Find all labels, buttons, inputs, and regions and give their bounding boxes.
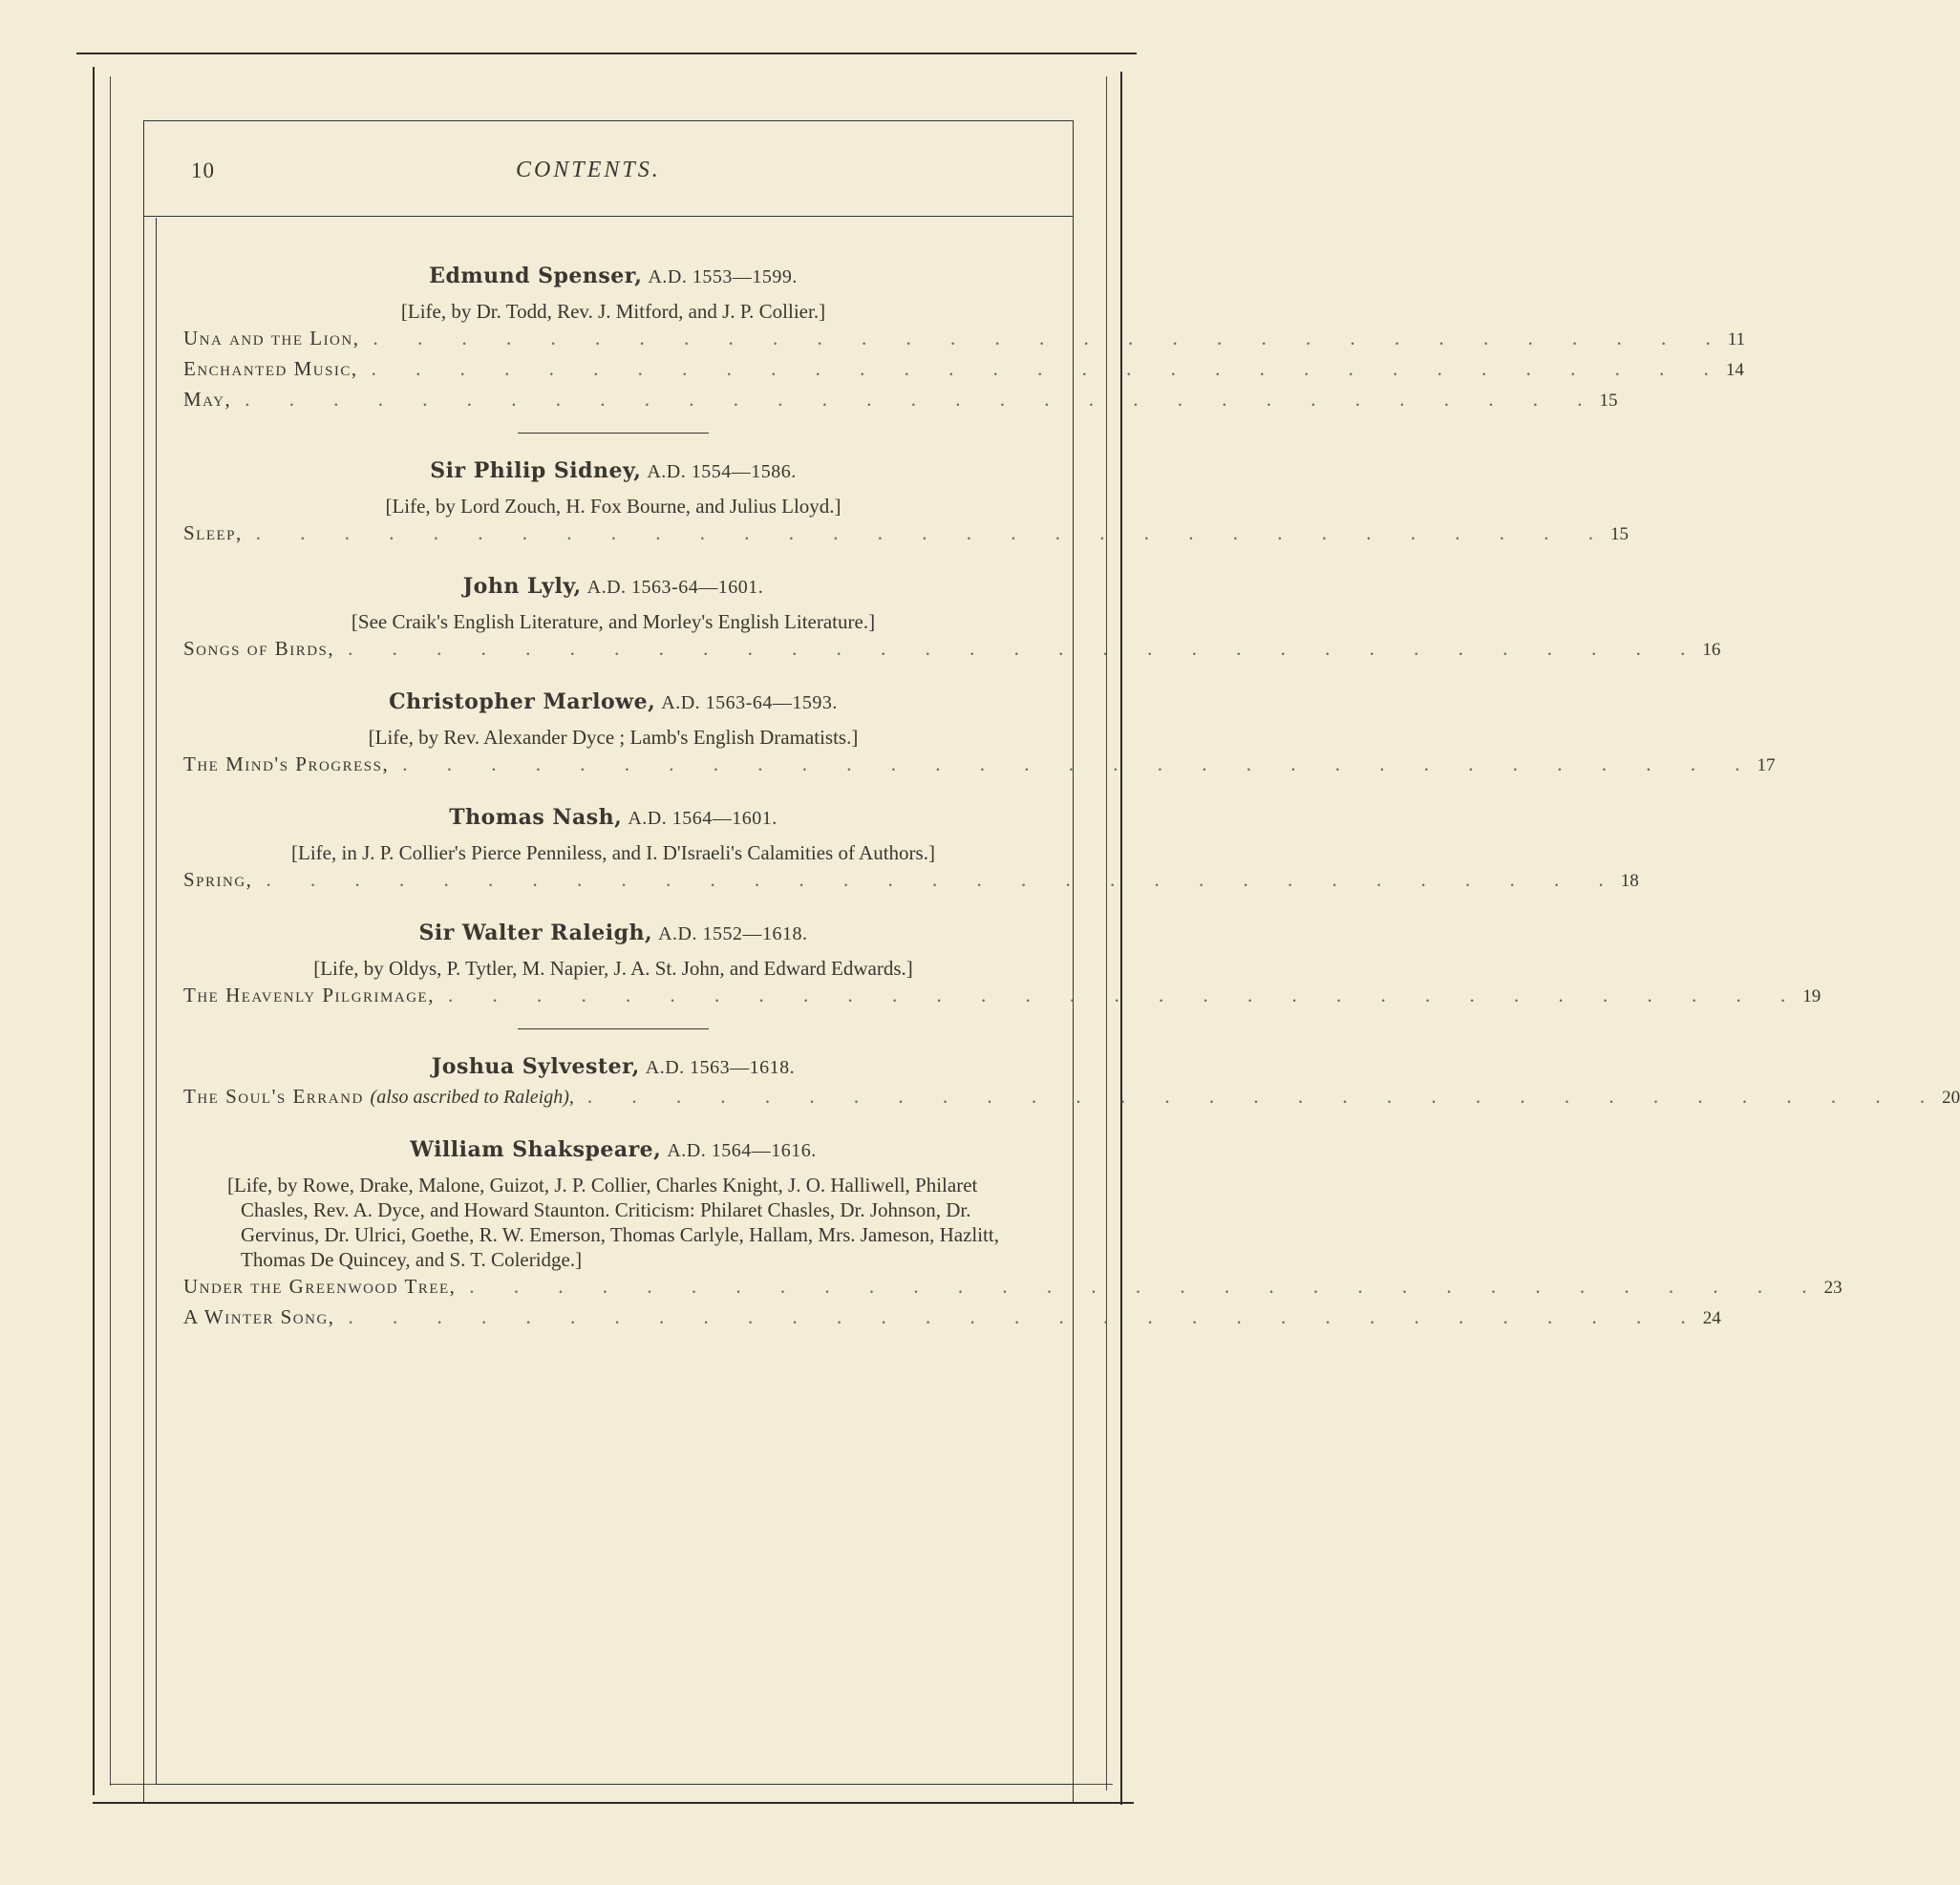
author-section bbox=[183, 262, 1746, 415]
leader-dots: . . . . . . . . . . . . . . . . . . . . . . . . . . . . . . . bbox=[402, 752, 1758, 775]
entry-title: A Winter Song, bbox=[183, 1305, 335, 1328]
toc-entry[interactable] bbox=[183, 354, 1744, 385]
author-name: John Lyly, bbox=[462, 574, 582, 599]
reference-note: [See Craik's English Literature, and Morley's English Literature.] bbox=[351, 610, 876, 633]
header-rule bbox=[143, 216, 1074, 217]
entry-title: Sleep, bbox=[183, 521, 243, 544]
author-heading bbox=[183, 919, 1043, 948]
entry-page: 17 bbox=[1757, 755, 1776, 775]
entry-title: The Heavenly Pilgrimage, bbox=[183, 984, 435, 1006]
leader-dots: . . . . . . . . . . . . . . . . . . . . . . . . . . . . . . . bbox=[255, 521, 1611, 544]
reference-note: [Life, by Dr. Todd, Rev. J. Mitford, and J. P. Collier.] bbox=[400, 300, 826, 323]
author-heading bbox=[183, 262, 1043, 291]
toc-entry[interactable] bbox=[183, 1272, 1843, 1303]
leader-dots: . . . . . . . . . . . . . . . . . . . . . . . . . . . . . . . bbox=[371, 357, 1726, 380]
entry-page: 20 bbox=[1942, 1088, 1960, 1108]
outer-border-bottom bbox=[93, 1802, 1134, 1804]
author-dates: A.D. 1554—1586. bbox=[647, 461, 797, 482]
toc-entry[interactable] bbox=[183, 1082, 1960, 1112]
author-section bbox=[183, 1052, 1960, 1112]
author-section bbox=[183, 572, 1721, 665]
reference-note: [Life, by Lord Zouch, H. Fox Bourne, and Julius Lloyd.] bbox=[385, 495, 842, 518]
entry-page: 15 bbox=[1610, 524, 1630, 544]
leader-dots: . . . . . . . . . . . . . . . . . . . . . . . . . . . . . . . bbox=[586, 1085, 1943, 1108]
author-name: Christopher Marlowe, bbox=[389, 689, 656, 714]
entry-title: Una and the Lion, bbox=[183, 327, 360, 349]
author-section bbox=[183, 919, 1822, 1011]
author-dates: A.D. 1563-64—1593. bbox=[661, 692, 838, 713]
running-title: CONTENTS. bbox=[516, 158, 661, 182]
entry-page: 14 bbox=[1725, 360, 1744, 380]
author-name: Sir Philip Sidney, bbox=[430, 458, 642, 483]
entry-title: Spring, bbox=[183, 868, 253, 891]
reference-note: [Life, by Rowe, Drake, Malone, Guizot, J. P. Collier, Charles Knight, J. O. Halliwell, Philaret Chasles, Rev. A. Dyce, and Howard Staunton. Criticism: Philaret Chasles, Dr. Johnson, Dr. Gervinus, Dr. Ulrici, Goethe, R. W. Emerson, Thomas Carlyle, Hallam, Mrs. Jameson, Hazlitt, Thomas De Quincey, and S. T. Coleridge.] bbox=[227, 1174, 999, 1271]
author-name: Sir Walter Raleigh, bbox=[418, 921, 653, 945]
toc-entry[interactable] bbox=[183, 750, 1776, 780]
toc-entry[interactable] bbox=[183, 981, 1822, 1011]
author-heading bbox=[183, 1135, 1043, 1165]
reference-note: [Life, by Oldys, P. Tytler, M. Napier, J. A. St. John, and Edward Edwards.] bbox=[313, 957, 913, 980]
leader-dots: . . . . . . . . . . . . . . . . . . . . . . . . . . . . . . . bbox=[348, 637, 1703, 660]
toc-entry[interactable] bbox=[183, 324, 1746, 354]
author-dates: A.D. 1563—1618. bbox=[645, 1057, 796, 1078]
entry-title: Songs of Birds, bbox=[183, 637, 335, 660]
entry-note: (also ascribed to Raleigh), bbox=[370, 1087, 574, 1108]
toc-entry[interactable] bbox=[183, 1303, 1721, 1333]
leader-dots: . . . . . . . . . . . . . . . . . . . . . . . . . . . . . . . bbox=[373, 327, 1728, 349]
toc-entry[interactable] bbox=[183, 519, 1630, 549]
reference-note: [Life, by Rev. Alexander Dyce ; Lamb's English Dramatists.] bbox=[368, 726, 859, 749]
reference-note: [Life, in J. P. Collier's Pierce Penniless, and I. D'Israeli's Calamities of Authors.] bbox=[291, 841, 935, 864]
entry-title bbox=[183, 1082, 574, 1112]
author-name: Thomas Nash, bbox=[449, 805, 623, 830]
entry-title: The Mind's Progress, bbox=[183, 752, 390, 775]
entry-title-text: The Soul's Errand bbox=[183, 1085, 364, 1108]
entry-page: 18 bbox=[1620, 871, 1639, 891]
author-section bbox=[183, 1135, 1843, 1333]
entry-title: May, bbox=[183, 388, 232, 411]
toc-entry[interactable] bbox=[183, 634, 1721, 665]
toc-entry[interactable] bbox=[183, 385, 1618, 415]
author-dates: A.D. 1563-64—1601. bbox=[586, 577, 764, 598]
author-heading bbox=[183, 688, 1043, 717]
author-heading bbox=[183, 803, 1043, 833]
author-section bbox=[183, 456, 1630, 549]
leader-dots: . . . . . . . . . . . . . . . . . . . . . . . . . . . . . . . bbox=[266, 868, 1621, 891]
author-section bbox=[183, 803, 1639, 896]
contents-list bbox=[183, 239, 1960, 1333]
author-heading bbox=[183, 456, 1043, 486]
leader-dots: . . . . . . . . . . . . . . . . . . . . . . . . . . . . . . . bbox=[348, 1305, 1703, 1328]
author-dates: A.D. 1564—1616. bbox=[667, 1140, 817, 1161]
page-number: 10 bbox=[191, 159, 215, 182]
entry-title: Enchanted Music, bbox=[183, 357, 358, 380]
author-dates: A.D. 1564—1601. bbox=[628, 808, 778, 829]
section-divider bbox=[518, 1028, 709, 1029]
inner-border-left bbox=[110, 76, 111, 1786]
entry-title: Under the Greenwood Tree, bbox=[183, 1275, 457, 1298]
author-name: Edmund Spenser, bbox=[429, 264, 643, 288]
author-heading bbox=[183, 1052, 1043, 1082]
entry-page: 15 bbox=[1599, 391, 1618, 411]
section-divider bbox=[518, 433, 709, 434]
leader-dots: . . . . . . . . . . . . . . . . . . . . . . . . . . . . . . . bbox=[469, 1275, 1824, 1298]
author-heading bbox=[183, 572, 1043, 602]
outer-border-left bbox=[93, 67, 95, 1795]
entry-page: 19 bbox=[1802, 986, 1822, 1006]
entry-page: 16 bbox=[1702, 640, 1721, 660]
toc-entry[interactable] bbox=[183, 865, 1639, 896]
page-frame-inner-left bbox=[156, 218, 157, 1784]
author-dates: A.D. 1553—1599. bbox=[648, 266, 798, 287]
entry-page: 23 bbox=[1823, 1278, 1843, 1298]
entry-page: 24 bbox=[1702, 1308, 1721, 1328]
author-dates: A.D. 1552—1618. bbox=[658, 923, 808, 944]
leader-dots: . . . . . . . . . . . . . . . . . . . . . . . . . . . . . . . bbox=[245, 388, 1600, 411]
entry-page: 11 bbox=[1727, 329, 1746, 349]
author-section bbox=[183, 688, 1776, 780]
page-frame-bottom bbox=[156, 1784, 1073, 1785]
leader-dots: . . . . . . . . . . . . . . . . . . . . . . . . . . . . . . . bbox=[447, 984, 1803, 1006]
author-name: Joshua Sylvester, bbox=[431, 1054, 640, 1079]
outer-border-top bbox=[76, 53, 1137, 54]
author-name: William Shakspeare, bbox=[410, 1137, 662, 1162]
